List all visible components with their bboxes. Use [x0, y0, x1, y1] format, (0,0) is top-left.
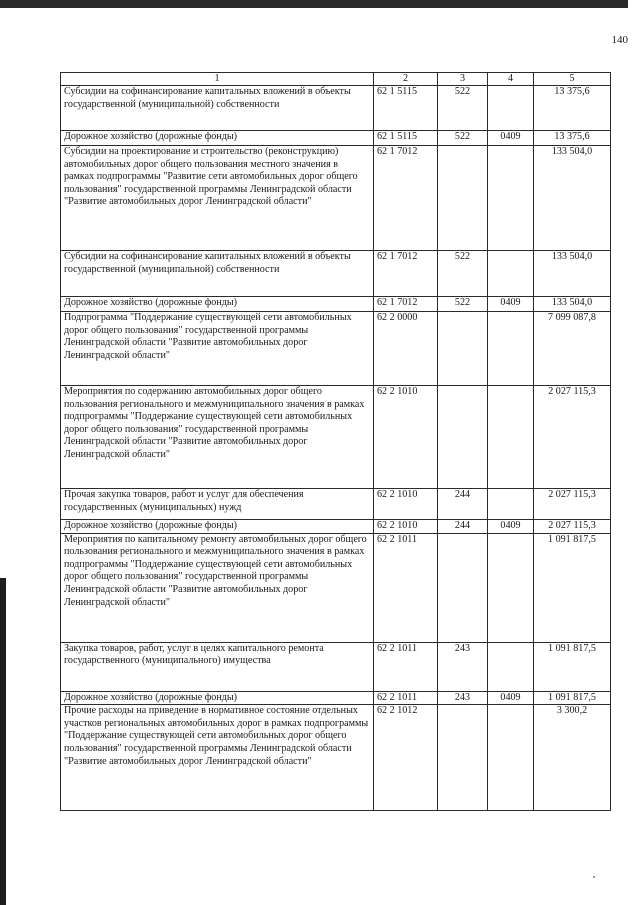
column-header: 4 — [488, 73, 534, 86]
cell-section: 0409 — [488, 520, 534, 534]
cell-name: Закупка товаров, работ, услуг в целях капитального ремонта государственного (муниципального) имущества — [61, 642, 374, 691]
cell-amount: 2 027 115,3 — [534, 489, 611, 520]
cell-amount: 13 375,6 — [534, 131, 611, 146]
cell-target-code: 62 2 1012 — [374, 705, 438, 811]
table-row — [61, 386, 611, 489]
cell-target-code: 62 2 1010 — [374, 489, 438, 520]
page-number: 140 — [611, 34, 628, 46]
cell-target-code: 62 2 1010 — [374, 386, 438, 489]
cell-name: Дорожное хозяйство (дорожные фонды) — [61, 297, 374, 312]
cell-target-code: 62 2 0000 — [374, 312, 438, 386]
cell-amount: 133 504,0 — [534, 146, 611, 251]
cell-expense-type: 522 — [438, 251, 488, 297]
table-row — [61, 705, 611, 811]
cell-expense-type: 522 — [438, 131, 488, 146]
cell-section: 0409 — [488, 131, 534, 146]
table-row — [61, 131, 611, 146]
table-row — [61, 251, 611, 297]
cell-expense-type — [438, 146, 488, 251]
cell-target-code: 62 1 7012 — [374, 146, 438, 251]
cell-expense-type: 522 — [438, 297, 488, 312]
cell-section — [488, 533, 534, 642]
cell-section — [488, 146, 534, 251]
cell-name: Мероприятия по содержанию автомобильных дорог общего пользования регионального и межмуниципального значения в рамках подпрограммы "Поддержание существующей сети автомобильных дорог общего пользования" государственной программы Ленинградской области "Развитие автомобильных дорог Ленинградской области" — [61, 386, 374, 489]
cell-amount: 3 300,2 — [534, 705, 611, 811]
cell-expense-type — [438, 386, 488, 489]
cell-amount: 2 027 115,3 — [534, 386, 611, 489]
cell-amount: 133 504,0 — [534, 297, 611, 312]
cell-section — [488, 489, 534, 520]
scan-border-top — [0, 0, 628, 8]
column-header: 1 — [61, 73, 374, 86]
cell-target-code: 62 1 7012 — [374, 251, 438, 297]
cell-section — [488, 386, 534, 489]
cell-amount: 7 099 087,8 — [534, 312, 611, 386]
table-row — [61, 146, 611, 251]
scan-speck — [593, 876, 595, 878]
cell-expense-type — [438, 533, 488, 642]
column-header: 2 — [374, 73, 438, 86]
cell-name: Дорожное хозяйство (дорожные фонды) — [61, 520, 374, 534]
cell-target-code: 62 1 5115 — [374, 131, 438, 146]
cell-target-code: 62 1 5115 — [374, 86, 438, 131]
cell-section: 0409 — [488, 691, 534, 705]
cell-name: Дорожное хозяйство (дорожные фонды) — [61, 131, 374, 146]
table-row — [61, 520, 611, 534]
table-row — [61, 297, 611, 312]
cell-amount: 2 027 115,3 — [534, 520, 611, 534]
cell-expense-type: 243 — [438, 642, 488, 691]
cell-name: Субсидии на софинансирование капитальных вложений в объекты государственной (муниципальной) собственности — [61, 86, 374, 131]
cell-amount: 1 091 817,5 — [534, 533, 611, 642]
cell-target-code: 62 2 1011 — [374, 533, 438, 642]
cell-name: Прочие расходы на приведение в нормативное состояние отдельных участков региональных автомобильных дорог в рамках подпрограммы "Поддержание существующей сети автомобильных дорог общего пользования" государственной программы Ленинградской области "Развитие автомобильных дорог Ленинградской области" — [61, 705, 374, 811]
cell-expense-type — [438, 705, 488, 811]
cell-target-code: 62 2 1011 — [374, 642, 438, 691]
column-header: 3 — [438, 73, 488, 86]
cell-amount: 1 091 817,5 — [534, 642, 611, 691]
cell-section — [488, 86, 534, 131]
cell-name: Субсидии на проектирование и строительство (реконструкцию) автомобильных дорог общего пользования местного значения в рамках подпрограммы "Развитие сети автомобильных дорог общего пользования" государственной программы Ленинградской области "Развитие автомобильных дорог Ленинградской области" — [61, 146, 374, 251]
cell-target-code: 62 2 1010 — [374, 520, 438, 534]
cell-section — [488, 251, 534, 297]
cell-expense-type: 244 — [438, 489, 488, 520]
cell-amount: 13 375,6 — [534, 86, 611, 131]
cell-section: 0409 — [488, 297, 534, 312]
cell-name: Мероприятия по капитальному ремонту автомобильных дорог общего пользования регионального и межмуниципального значения в рамках подпрограммы "Поддержание существующей сети автомобильных дорог общего пользования" государственной программы Ленинградской области "Развитие автомобильных дорог Ленинградской области" — [61, 533, 374, 642]
cell-section — [488, 642, 534, 691]
cell-name: Подпрограмма "Поддержание существующей сети автомобильных дорог общего пользования" государственной программы Ленинградской области "Развитие автомобильных дорог Ленинградской области" — [61, 312, 374, 386]
table-row — [61, 691, 611, 705]
cell-amount: 1 091 817,5 — [534, 691, 611, 705]
cell-section — [488, 312, 534, 386]
cell-expense-type: 243 — [438, 691, 488, 705]
cell-expense-type — [438, 312, 488, 386]
cell-name: Дорожное хозяйство (дорожные фонды) — [61, 691, 374, 705]
budget-table — [60, 72, 611, 811]
table-row — [61, 489, 611, 520]
cell-target-code: 62 1 7012 — [374, 297, 438, 312]
cell-expense-type: 522 — [438, 86, 488, 131]
cell-name: Субсидии на софинансирование капитальных вложений в объекты государственной (муниципальной) собственности — [61, 251, 374, 297]
column-header: 5 — [534, 73, 611, 86]
cell-section — [488, 705, 534, 811]
cell-target-code: 62 2 1011 — [374, 691, 438, 705]
table-row — [61, 86, 611, 131]
table-row — [61, 642, 611, 691]
cell-expense-type: 244 — [438, 520, 488, 534]
cell-amount: 133 504,0 — [534, 251, 611, 297]
table-row — [61, 533, 611, 642]
table-header-row — [61, 73, 611, 86]
cell-name: Прочая закупка товаров, работ и услуг для обеспечения государственных (муниципальных) нужд — [61, 489, 374, 520]
scan-border-left — [0, 578, 6, 905]
table-row — [61, 312, 611, 386]
